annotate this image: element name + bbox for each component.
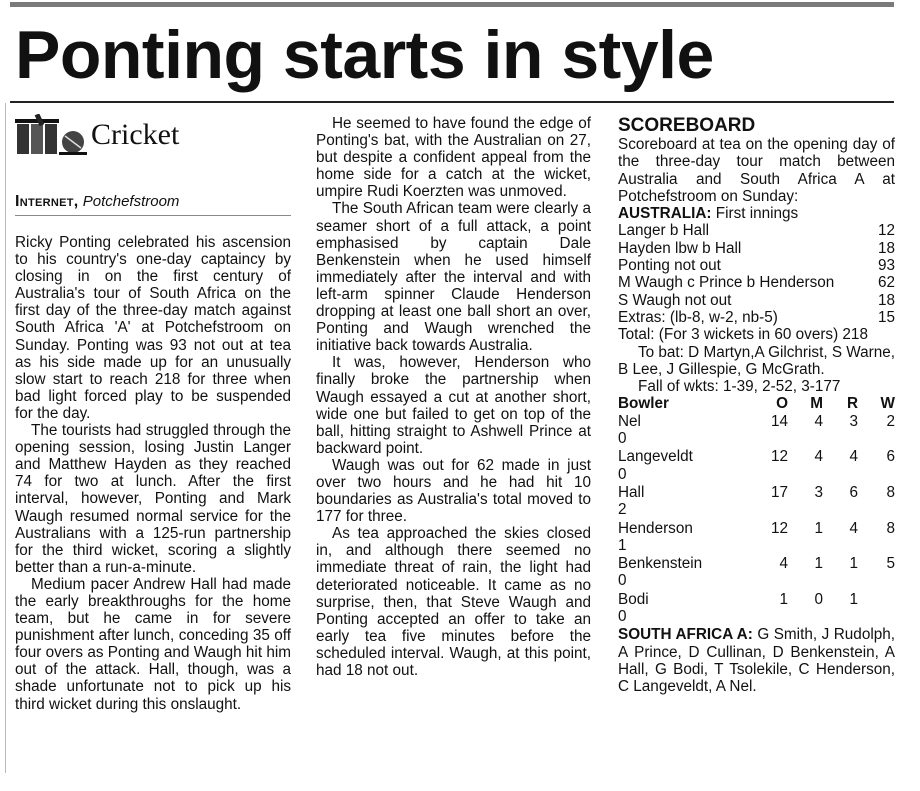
batting-row bbox=[618, 292, 895, 309]
wickets: 8 bbox=[886, 519, 895, 537]
dateline-source: Internet, bbox=[15, 193, 79, 210]
section-logo bbox=[15, 112, 291, 162]
maidens: 3 bbox=[814, 483, 823, 501]
paragraph: It was, however, Henderson who finally broke the partnership when Waugh essayed a cut at another short, wide one but failed to get on top of the ball, hitting straight to Ashwell Prince at backward point. bbox=[316, 354, 591, 457]
runs-header: R bbox=[846, 395, 858, 413]
paragraph: The tourists had struggled through the opening session, losing Justin Langer and Matthew Hayden as they reached 74 for two at lunch. After the first interval, however, Ponting and Mark Waugh resumed normal service for the Australians with a 125-run partnership for the third wicket, scoring a slightly better than a run-a-minute. bbox=[15, 422, 291, 576]
paragraph: As tea approached the skies closed in, and although there seemed no immediate threat of rain, the light had deteriorated noticeable. It came as no surprise, then, that Steve Waugh and Ponting accepted an offer to take an early tea five minutes before the scheduled interval. Waugh, at this point, had 18 not out. bbox=[316, 525, 591, 679]
wickets: 8 bbox=[886, 483, 895, 501]
bowling-row bbox=[618, 448, 895, 483]
runs: 93 bbox=[877, 257, 895, 275]
sa-label: SOUTH AFRICA A: bbox=[618, 626, 753, 644]
innings-heading bbox=[618, 205, 895, 222]
batsman: M Waugh c Prince b Henderson bbox=[618, 274, 835, 292]
runs: 62 bbox=[877, 274, 895, 292]
article-body-col1 bbox=[15, 234, 291, 713]
bowling-extra: 0 bbox=[618, 465, 627, 483]
overs: 12 bbox=[770, 519, 788, 537]
bowling-extra: 1 bbox=[618, 536, 627, 554]
batting-row bbox=[618, 222, 895, 239]
sa-players: G Smith, J Rudolph, A Prince, D Cullinan, D Benkenstein, A Hall, G Bodi, T Tsolekile, C Henderson, C Langeveldt, A Nel. bbox=[618, 626, 895, 696]
bowler-name: Langeveldt bbox=[618, 448, 693, 466]
bowling-row bbox=[618, 555, 895, 590]
runs: 15 bbox=[877, 308, 895, 326]
runs-conceded: 3 bbox=[849, 412, 858, 430]
runs-conceded: 6 bbox=[849, 483, 858, 501]
overs: 12 bbox=[770, 448, 788, 466]
bowler-name: Benkenstein bbox=[618, 555, 703, 573]
headline-rule bbox=[10, 101, 894, 103]
innings-label: First innings bbox=[715, 205, 799, 223]
bowling-header bbox=[618, 395, 895, 412]
runs-conceded: 4 bbox=[849, 448, 858, 466]
south-africa-squad bbox=[618, 626, 895, 695]
scoreboard-intro: Scoreboard at tea on the opening day of the three-day tour match between Australia and South Africa A at Potchefstroom on Sunday: bbox=[618, 136, 895, 205]
runs: 18 bbox=[877, 239, 895, 257]
bowler-name: Bodi bbox=[618, 590, 649, 608]
bowling-row bbox=[618, 484, 895, 519]
runs-conceded: 1 bbox=[849, 590, 858, 608]
bowling-row bbox=[618, 520, 895, 555]
article-body-col2 bbox=[316, 115, 591, 679]
batsman: Hayden lbw b Hall bbox=[618, 239, 742, 257]
paragraph: Waugh was out for 62 made in just over two hours and he had hit 10 boundaries as Australia's total moved to 177 for three. bbox=[316, 456, 591, 526]
paragraph: Ricky Ponting celebrated his ascension to his country's one-day captaincy by closing in on the first century of Australia's tour of South Africa on the first day of the three-day match against South Africa 'A' at Potchefstroom on Sunday. Ponting was 93 not out at tea as his side made up for an unusually slow start to reach 218 for three when bad light forced play to be suspended for the day. bbox=[15, 234, 291, 422]
paragraph: He seemed to have found the edge of Ponting's bat, with the Australian on 27, but despite a confident appeal from the home side for a catch at the wicket, umpire Rudi Koerzten was unmoved. bbox=[316, 115, 591, 201]
runs-conceded: 4 bbox=[849, 519, 858, 537]
dateline bbox=[15, 193, 291, 216]
bowler-name: Nel bbox=[618, 412, 641, 430]
batsman: Langer b Hall bbox=[618, 222, 709, 240]
runs: 12 bbox=[877, 222, 895, 240]
headline: Ponting starts in style bbox=[15, 17, 714, 93]
wickets-header: W bbox=[880, 395, 895, 413]
wickets: 2 bbox=[886, 412, 895, 430]
runs: 18 bbox=[877, 291, 895, 309]
team-label: AUSTRALIA: bbox=[618, 205, 712, 223]
bowling-extra: 0 bbox=[618, 572, 627, 590]
column-2 bbox=[316, 115, 591, 679]
batting-row bbox=[618, 274, 895, 291]
scoreboard-title: SCOREBOARD bbox=[618, 115, 756, 136]
runs-conceded: 1 bbox=[849, 555, 858, 573]
bowler-name: Henderson bbox=[618, 519, 693, 537]
maidens: 4 bbox=[814, 412, 823, 430]
wickets: 5 bbox=[886, 555, 895, 573]
batting-list bbox=[618, 222, 895, 326]
bowling-row bbox=[618, 591, 895, 626]
section-label: Cricket bbox=[91, 118, 180, 151]
top-rule bbox=[10, 2, 894, 7]
to-bat: To bat: D Martyn,A Gilchrist, S Warne, B Lee, J Gillespie, G McGrath. bbox=[618, 343, 896, 378]
batsman: S Waugh not out bbox=[618, 291, 732, 309]
paragraph: Medium pacer Andrew Hall had made the early breakthroughs for the home team, but he came in for severe punishment after lunch, conceding 35 off four overs as Ponting and Waugh hit him out of the attack. Hall, though, was a shade unfortunate not to pick up his third wicket during this onslaught. bbox=[15, 575, 291, 713]
bowling-extra: 0 bbox=[618, 608, 627, 626]
maidens: 4 bbox=[814, 448, 823, 466]
paragraph: The South African team were clearly a seamer short of a full attack, a point emphasised by captain Dale Benkenstein when he used himself immediately after the interval and with left-arm spinner Claude Henderson dropping at least one ball short an over, Ponting and Waugh wrenched the initiative back towards Australia. bbox=[316, 200, 591, 355]
wickets: 6 bbox=[886, 448, 895, 466]
overs: 14 bbox=[770, 412, 788, 430]
margin-line bbox=[5, 103, 6, 773]
bowler-name: Hall bbox=[618, 483, 645, 501]
scoreboard bbox=[618, 116, 895, 696]
maidens: 0 bbox=[814, 590, 823, 608]
batting-row bbox=[618, 257, 895, 274]
bowling-extra: 0 bbox=[618, 430, 627, 448]
maidens: 1 bbox=[814, 555, 823, 573]
bowling-extra: 2 bbox=[618, 501, 627, 519]
batting-row bbox=[618, 309, 895, 326]
dateline-place: Potchefstroom bbox=[82, 193, 180, 210]
bowling-row bbox=[618, 413, 895, 448]
column-1 bbox=[15, 112, 291, 713]
overs: 4 bbox=[779, 555, 788, 573]
overs: 1 bbox=[779, 590, 788, 608]
batting-row bbox=[618, 240, 895, 257]
total: Total: (For 3 wickets in 60 overs) 218 bbox=[618, 326, 868, 344]
maidens: 1 bbox=[814, 519, 823, 537]
maidens-header: M bbox=[810, 395, 823, 413]
overs: 17 bbox=[770, 483, 788, 501]
overs-header: O bbox=[776, 395, 788, 413]
batsman: Ponting not out bbox=[618, 257, 721, 275]
fall-of-wickets: Fall of wkts: 1-39, 2-52, 3-177 bbox=[638, 378, 841, 396]
bowler-header: Bowler bbox=[618, 395, 669, 413]
wickets bbox=[858, 591, 895, 608]
cricket-wickets-icon bbox=[15, 114, 87, 156]
extras: Extras: (lb-8, w-2, nb-5) bbox=[618, 308, 778, 326]
